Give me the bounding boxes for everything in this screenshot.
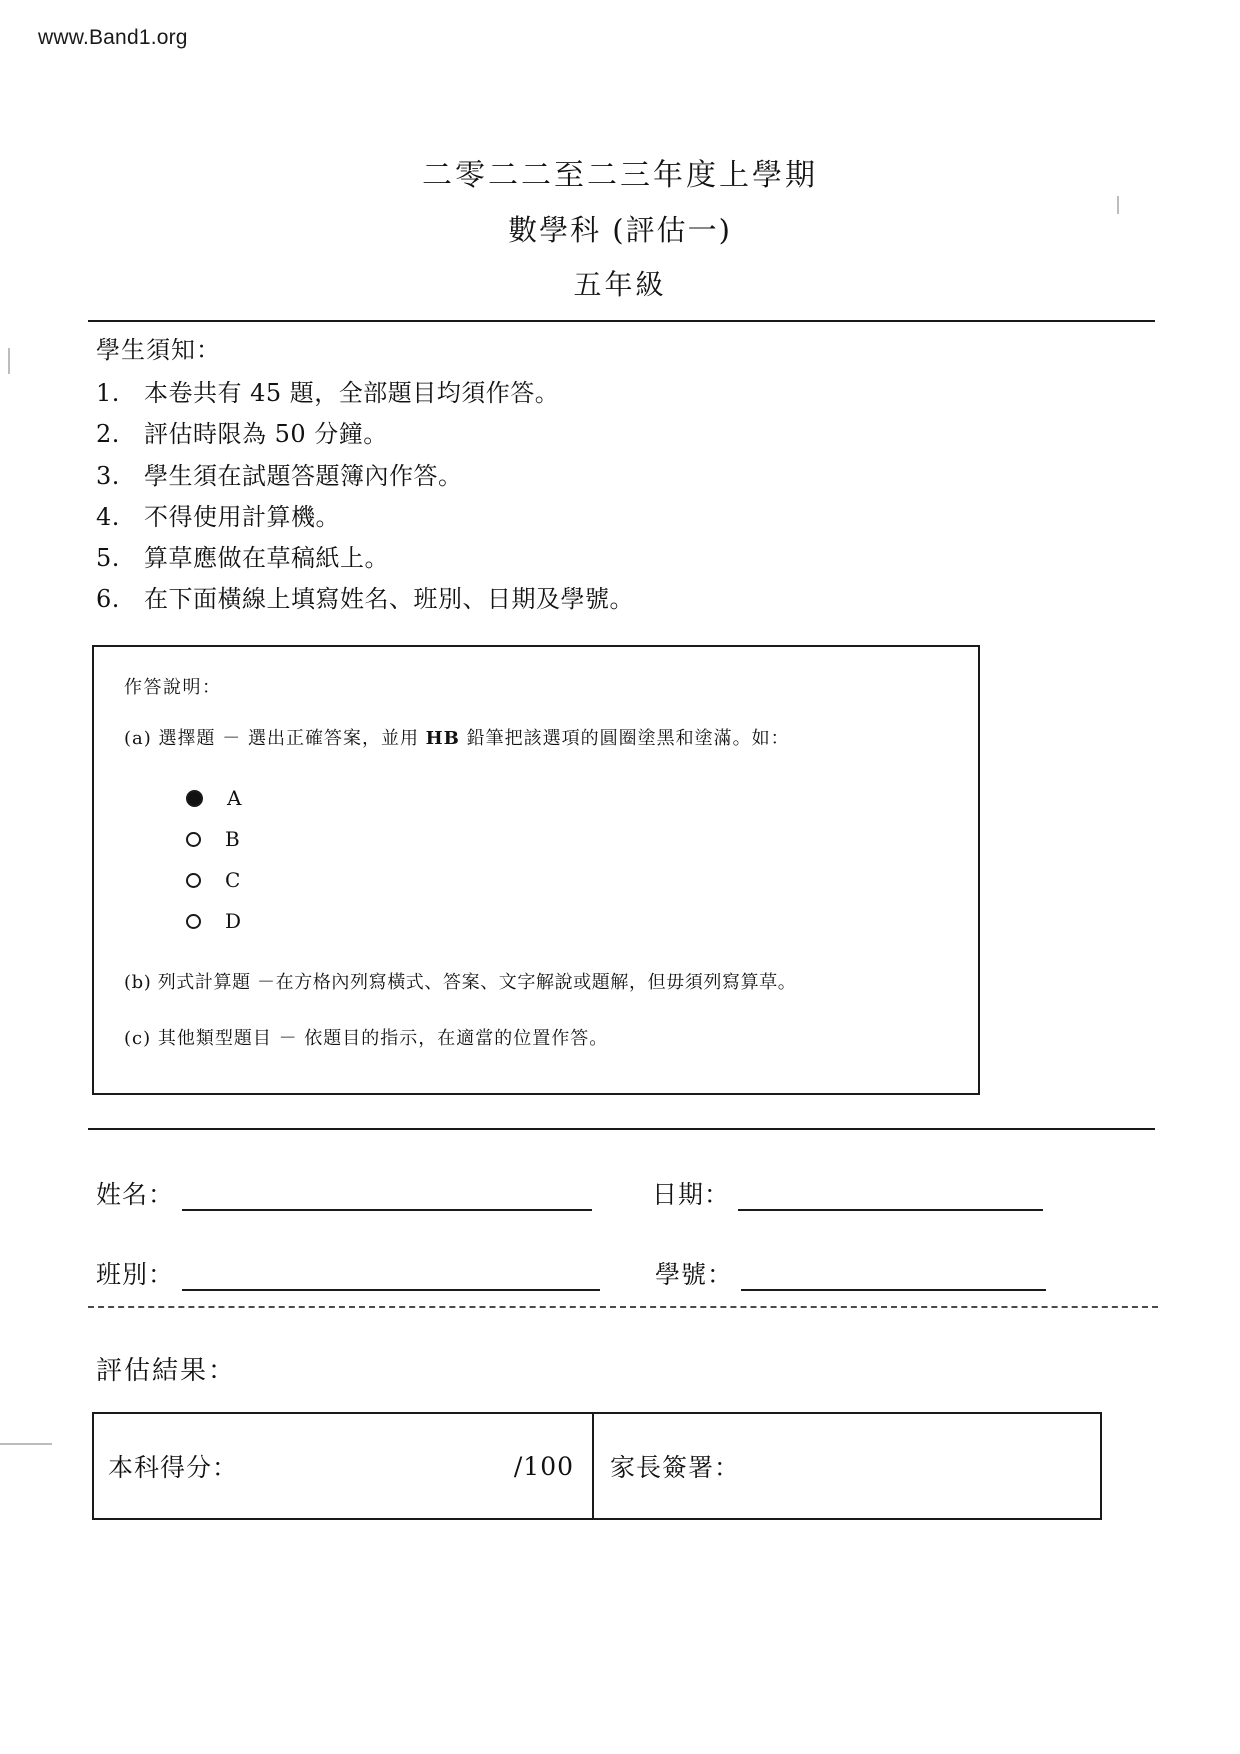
exam-subject-title: 數學科 (評估一) xyxy=(508,213,732,247)
date-field-label: 日期： xyxy=(652,1180,731,1209)
instruction-item xyxy=(96,538,996,579)
date-field[interactable] xyxy=(652,1175,1043,1211)
instruction-number: 5. xyxy=(96,544,120,573)
option-bubble-empty-icon xyxy=(186,914,201,929)
class-field-label: 班別： xyxy=(96,1260,175,1289)
score-label: 本科得分： xyxy=(108,1453,239,1482)
rule-a-text-before: (a) 選擇題 － 選出正確答案，並用 xyxy=(124,728,426,749)
student-info-fields xyxy=(96,1175,1106,1335)
parent-signature-cell[interactable] xyxy=(594,1414,1100,1518)
scan-artifact-mark xyxy=(0,1443,52,1445)
score-cell[interactable] xyxy=(94,1414,594,1518)
class-field-line[interactable] xyxy=(182,1263,600,1291)
rule-multiple-choice xyxy=(124,725,952,754)
instruction-text: 評估時限為 50 分鐘。 xyxy=(144,420,388,449)
exam-term-title: 二零二二至二三年度上學期 xyxy=(422,158,818,193)
answering-rules-box xyxy=(92,645,980,1095)
instruction-text: 學生須在試題答題簿內作答。 xyxy=(144,461,463,490)
date-field-line[interactable] xyxy=(738,1183,1043,1211)
option-bubble-empty-icon xyxy=(186,832,201,847)
instruction-item xyxy=(96,456,996,497)
answering-rules-title: 作答說明： xyxy=(124,677,222,698)
score-total: /100 xyxy=(513,1451,574,1481)
option-row-c xyxy=(186,860,952,901)
option-letter: B xyxy=(225,827,240,852)
option-row-d xyxy=(186,901,952,942)
rule-a-pencil-type: HB xyxy=(425,728,460,749)
instruction-number: 2. xyxy=(96,420,120,449)
instruction-text: 在下面橫線上填寫姓名、班別、日期及學號。 xyxy=(144,585,634,614)
rule-a-text-after: 鉛筆把該選項的圓圈塗黑和塗滿。如： xyxy=(459,728,790,749)
instruction-item xyxy=(96,373,996,414)
rule-calculation: (b) 列式計算題 －在方格內列寫橫式、答案、文字解說或題解，但毋須列寫算草。 xyxy=(124,971,797,993)
option-bubble-filled-icon xyxy=(186,790,203,807)
option-letter: A xyxy=(227,786,242,811)
scan-artifact-mark xyxy=(1117,196,1119,214)
instruction-number: 6. xyxy=(96,585,120,614)
scan-artifact-mark xyxy=(8,348,10,374)
divider-middle xyxy=(88,1128,1155,1130)
sample-answer-options xyxy=(186,778,952,942)
option-row-b xyxy=(186,819,952,860)
exam-grade-title: 五年級 xyxy=(573,268,667,301)
student-id-field-label: 學號： xyxy=(655,1260,734,1289)
instruction-text: 本卷共有 45 題，全部題目均須作答。 xyxy=(144,379,560,407)
name-field-label: 姓名： xyxy=(96,1180,175,1209)
instruction-text: 不得使用計算機。 xyxy=(144,502,340,531)
site-url-watermark: www.Band1.org xyxy=(38,26,188,49)
exam-title-block xyxy=(0,150,1240,303)
instruction-text: 算草應做在草稿紙上。 xyxy=(144,544,389,573)
field-row-class-id xyxy=(96,1255,1106,1291)
instruction-number: 1. xyxy=(96,379,120,407)
name-field[interactable] xyxy=(96,1175,592,1211)
name-field-line[interactable] xyxy=(182,1183,592,1211)
results-section-title: 評估結果： xyxy=(96,1356,237,1386)
instruction-item xyxy=(96,414,996,455)
results-table xyxy=(92,1412,1102,1520)
field-row-name-date xyxy=(96,1175,1106,1211)
instruction-number: 3. xyxy=(96,461,120,490)
option-letter: C xyxy=(225,868,241,893)
class-field[interactable] xyxy=(96,1255,600,1291)
option-bubble-empty-icon xyxy=(186,873,201,888)
instruction-item xyxy=(96,497,996,538)
instructions-heading: 學生須知： xyxy=(96,336,221,364)
student-instructions xyxy=(96,330,996,621)
option-row-a xyxy=(186,778,952,819)
parent-signature-label: 家長簽署： xyxy=(610,1453,741,1482)
student-id-field[interactable] xyxy=(655,1255,1046,1291)
option-letter: D xyxy=(225,909,242,934)
instruction-number: 4. xyxy=(96,502,120,531)
student-id-field-line[interactable] xyxy=(741,1263,1046,1291)
divider-top xyxy=(88,320,1155,322)
rule-other-types: (c) 其他類型題目 － 依題目的指示，在適當的位置作答。 xyxy=(124,1027,609,1049)
instruction-item xyxy=(96,579,996,620)
divider-dashed xyxy=(88,1306,1158,1308)
